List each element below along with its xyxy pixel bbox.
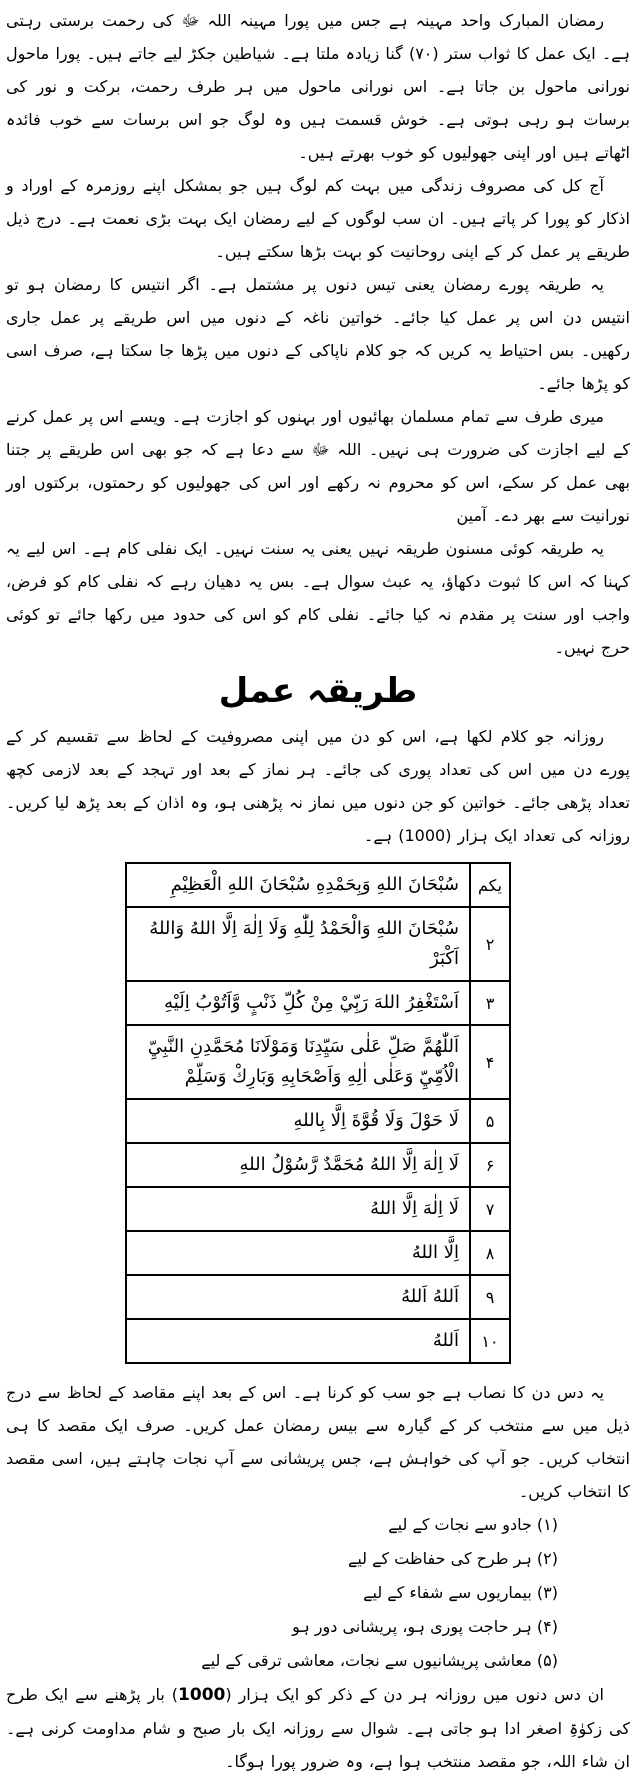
intro-paragraph-2: آج کل کی مصروف زندگی میں بہت کم لوگ ہیں جو بمشکل اپنے روزمرہ کے اوراد و اذکار کو پورا کر پاتے ہیں۔ ان سب لوگوں کے لیے رمضان ایک بہت بڑی نعمت ہے۔ درج ذیل طریقے پر عمل کر کے اپنی روحانیت کو بہت بڑھا سکتے ہیں۔	[6, 176, 630, 261]
intro-paragraph-1: رمضان المبارک واحد مہینہ ہے جس میں پورا مہینہ اللہ ﷻ کی رحمت برستی رہتی ہے۔ ایک عمل کا ثواب ستر (۷۰) گنا زیادہ ملتا ہے۔ شیاطین جکڑ لیے جاتے ہیں۔ پورا ماحول نورانی ماحول بن جاتا ہے۔ اس نورانی ماحول میں ہر طرف رحمت، برکت و نور کی برسات ہو رہی ہوتی ہے۔ خوش قسمت ہیں وہ لوگ جو اس برسات سے خوب فائدہ اٹھاتے ہیں اور اپنی جھولیوں کو خوب بھرتے ہیں۔	[6, 11, 630, 162]
ramadan-amal-document	[6, 4, 630, 1778]
page-title: طریقہ عمل	[218, 671, 418, 711]
purpose-list-item: (۵) معاشی پریشانیوں سے نجات، معاشی ترقی کے لیے	[201, 1651, 558, 1670]
intro-paragraph-5: یہ طریقہ کوئی مسنون طریقہ نہیں یعنی یہ سنت نہیں۔ ایک نفلی کام ہے۔ اس لیے یہ کہنا کہ اس کا ثبوت دکھاؤ، یہ عبث سوال ہے۔ بس یہ دھیان رہے کہ نفلی کام کو فرض، واجب اور سنت پر مقدم نہ کیا جائے۔ نفلی کام کو اس کی حدود میں رکھا جائے تو کوئی حرج نہیں۔	[6, 539, 630, 657]
closing-text-post: ) بار پڑھنے سے ایک طرح کی زکوٰۃِ اصغر ادا ہو جاتی ہے۔ شوال سے روزانہ ایک بار صبح و شام مداومت کرنی ہے۔ ان شاء اللہ، جو مقصد منتخب ہوا ہے، وہ ضرور پورا ہوگا۔	[6, 1685, 630, 1771]
table-row	[126, 1231, 510, 1275]
table-row	[126, 981, 510, 1025]
table-row	[126, 1319, 510, 1363]
day-number-cell: ۶	[470, 1143, 510, 1187]
zikr-text-cell: سُبْحَانَ اللهِ وَبِحَمْدِهِ سُبْحَانَ اللهِ الْعَظِيْمِ	[126, 863, 470, 907]
zikr-text-cell: لَا حَوْلَ وَلَا قُوَّةَ اِلَّا بِاللهِ	[126, 1099, 470, 1143]
table-row	[126, 1187, 510, 1231]
zikr-text-cell: سُبْحَانَ اللهِ وَالْحَمْدُ لِلّٰهِ وَلَا اِلٰهَ اِلَّا اللهُ وَاللهُ اَكْبَرْ	[126, 907, 470, 981]
table-row	[126, 1143, 510, 1187]
closing-text-pre: ان دس دنوں میں روزانہ ہر دن کے ذکر کو ایک ہزار (	[225, 1685, 604, 1704]
after-table-paragraph: یہ دس دن کا نصاب ہے جو سب کو کرنا ہے۔ اس کے بعد اپنے مقاصد کے لحاظ سے درج ذیل میں سے منتخب کر کے گیارہ سے بیس رمضان عمل کریں۔ صرف ایک مقصد کا ہی انتخاب کریں۔ جو آپ کی خواہش ہے، جس پریشانی سے آپ نجات چاہتے ہیں، اسی مقصد کا انتخاب کریں۔	[6, 1383, 630, 1501]
day-number-cell: ۹	[470, 1275, 510, 1319]
day-number-cell: ۴	[470, 1025, 510, 1099]
intro-paragraph-4: میری طرف سے تمام مسلمان بھائیوں اور بہنوں کو اجازت ہے۔ ویسے اس پر عمل کرنے کے لیے اجازت کی ضرورت ہی نہیں۔ اللہ ﷻ سے دعا ہے کہ جو بھی اس طریقے پر جتنا بھی عمل کر سکے، اس کو محروم نہ رکھے اور اس کی جھولیوں کو رحمتوں، برکتوں اور نورانیت سے بھر دے۔ آمین	[6, 407, 630, 525]
closing-count: 1000	[178, 1685, 226, 1705]
day-number-cell: ۱۰	[470, 1319, 510, 1363]
day-number-cell: ۳	[470, 981, 510, 1025]
day-number-cell: ۷	[470, 1187, 510, 1231]
zikr-text-cell: لَا اِلٰهَ اِلَّا اللهُ مُحَمَّدٌ رَّسُوْلُ اللهِ	[126, 1143, 470, 1187]
table-row	[126, 1275, 510, 1319]
method-paragraph: روزانہ جو کلام لکھا ہے، اس کو دن میں اپنی مصروفیت کے لحاظ سے تقسیم کر کے پورے دن میں اس کی تعداد پوری کی جائے۔ ہر نماز کے بعد اور تہجد کے بعد لازمی کچھ تعداد پڑھی جائے۔ خواتین کو جن دنوں میں نماز نہ پڑھنی ہو، وہ اذان کے بعد پڑھ لیا کریں۔ روزانہ کی تعداد ایک ہزار (1000) ہے۔	[6, 727, 630, 845]
purpose-list-item: (۴) ہر حاجت پوری ہو، پریشانی دور ہو	[292, 1617, 558, 1636]
day-number-cell: ۲	[470, 907, 510, 981]
zikr-text-cell: اِلَّا اللهُ	[126, 1231, 470, 1275]
zikr-text-cell: اَللهُ	[126, 1319, 470, 1363]
closing-paragraph	[6, 1678, 630, 1778]
daily-zikr-table	[125, 862, 511, 1364]
purpose-list-item: (۲) ہر طرح کی حفاظت کے لیے	[347, 1549, 558, 1568]
day-number-cell: ۵	[470, 1099, 510, 1143]
intro-paragraph-3: یہ طریقہ پورے رمضان یعنی تیس دنوں پر مشتمل ہے۔ اگر انتیس کا رمضان ہو تو انتیس دن اس پر عمل کیا جائے۔ خواتین ناغہ کے دنوں میں اس طریقے پر عمل جاری رکھیں۔ بس احتیاط یہ کریں کہ جو کلام ناپاکی کے دنوں میں پڑھا جا سکتا ہے، صرف اسی کو پڑھا جائے۔	[6, 275, 630, 393]
table-row	[126, 863, 510, 907]
day-number-cell: ۸	[470, 1231, 510, 1275]
zikr-text-cell: اَسْتَغْفِرُ اللهَ رَبِّيْ مِنْ كُلِّ ذَنْبٍ وَّاَتُوْبُ اِلَيْهِ	[126, 981, 470, 1025]
purpose-list-item: (۱) جادو سے نجات کے لیے	[388, 1515, 558, 1534]
table-row	[126, 1025, 510, 1099]
zikr-text-cell: لَا اِلٰهَ اِلَّا اللهُ	[126, 1187, 470, 1231]
table-row	[126, 1099, 510, 1143]
purpose-list	[6, 1508, 630, 1678]
table-row	[126, 907, 510, 981]
purpose-list-item: (۳) بیماریوں سے شفاء کے لیے	[363, 1583, 558, 1602]
day-number-cell: یکم	[470, 863, 510, 907]
zikr-text-cell: اَللّٰهُمَّ صَلِّ عَلٰى سَيِّدِنَا وَمَوْلَانَا مُحَمَّدِنِ النَّبِيِّ الْاُمِّيِّ وَعَلٰى اٰلِهِ وَاَصْحَابِهِ وَبَارِكْ وَسَلِّمْ	[126, 1025, 470, 1099]
zikr-text-cell: اَللهُ اَللهُ	[126, 1275, 470, 1319]
